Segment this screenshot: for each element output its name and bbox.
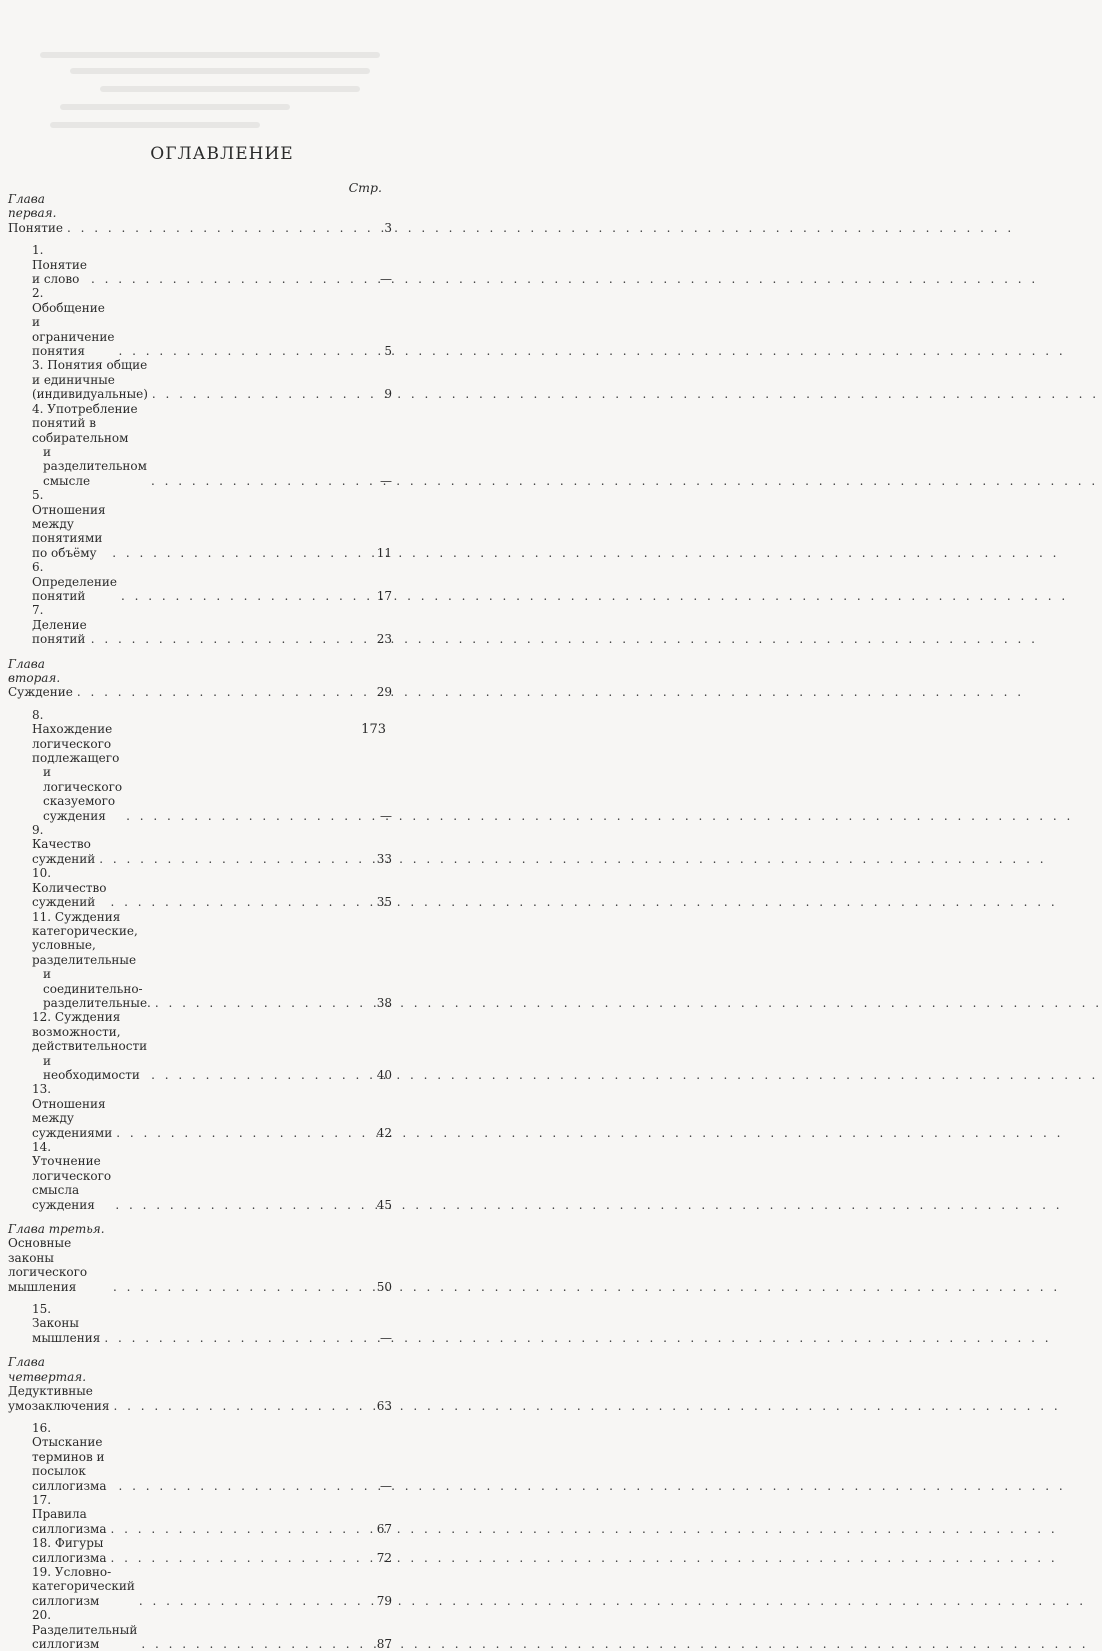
section-number: 2. bbox=[32, 286, 44, 301]
section-text-line: Условно-категорический силлогизм bbox=[32, 1564, 135, 1608]
section-title bbox=[32, 603, 87, 646]
section-number: 16. bbox=[32, 1420, 52, 1435]
dot-leader bbox=[99, 852, 372, 866]
toc-chapter-row[interactable] bbox=[8, 1222, 392, 1294]
section-number: 13. bbox=[32, 1082, 52, 1097]
toc-section-row[interactable] bbox=[8, 910, 392, 1011]
chapter-name: Суждение bbox=[8, 685, 73, 700]
dot-leader bbox=[104, 1331, 374, 1345]
dot-leader bbox=[113, 1280, 373, 1294]
section-title bbox=[32, 286, 114, 358]
section-title bbox=[32, 1140, 111, 1212]
section-number: 14. bbox=[32, 1140, 52, 1154]
section-text-line: Определение понятий bbox=[32, 574, 117, 603]
section-text-line: Суждения категорические, условные, разделительные bbox=[32, 909, 138, 967]
dot-leader bbox=[151, 1068, 373, 1082]
dot-leader bbox=[116, 1126, 373, 1140]
dot-leader bbox=[112, 546, 373, 560]
section-text-line: Законы мышления bbox=[32, 1316, 101, 1345]
dot-leader bbox=[155, 996, 373, 1010]
toc-page-number: 23 bbox=[376, 632, 392, 647]
section-number: 5. bbox=[32, 488, 44, 503]
section-text-line: Понятия общие и единичные (индивидуальные) bbox=[32, 358, 148, 402]
toc-section-row[interactable] bbox=[8, 1302, 392, 1345]
section-text-line: и соединительно-разделительные. bbox=[43, 967, 151, 1010]
chapter-name: Основные законы логического мышления bbox=[8, 1236, 88, 1294]
section-number: 10. bbox=[32, 866, 52, 881]
toc-section-row[interactable] bbox=[8, 603, 392, 646]
toc-chapter-row[interactable] bbox=[8, 192, 392, 235]
section-text-line: Отыскание терминов и посылок силлогизма bbox=[32, 1435, 107, 1493]
section-title bbox=[32, 1302, 100, 1345]
section-text-line: и логического сказуемого суждения bbox=[43, 765, 123, 823]
toc-section-row[interactable] bbox=[8, 823, 392, 866]
toc-section-row[interactable] bbox=[8, 243, 392, 286]
dot-leader bbox=[111, 1522, 373, 1536]
section-number: 17. bbox=[32, 1492, 52, 1507]
toc-section-row[interactable] bbox=[8, 402, 392, 488]
section-number: 20. bbox=[32, 1608, 52, 1623]
toc-page-number: 33 bbox=[376, 851, 392, 866]
section-text-line: Отношения между понятиями по объёму bbox=[32, 502, 106, 560]
toc-page-number: 87 bbox=[376, 1637, 392, 1651]
dot-leader bbox=[111, 1551, 373, 1565]
dot-leader bbox=[77, 685, 373, 699]
toc-section-row[interactable] bbox=[8, 1536, 392, 1565]
chapter-name: Понятие bbox=[8, 220, 63, 235]
toc-section-row[interactable] bbox=[8, 286, 392, 358]
toc-page-number: 40 bbox=[376, 1067, 392, 1082]
section-title bbox=[32, 1010, 147, 1082]
chapter-label: Глава четвертая. bbox=[8, 1355, 87, 1384]
toc-chapter-row[interactable] bbox=[8, 657, 392, 700]
toc-page-number: 67 bbox=[376, 1521, 392, 1536]
section-title bbox=[32, 1421, 114, 1493]
section-title bbox=[32, 1493, 107, 1536]
dot-leader bbox=[111, 895, 373, 909]
chapter-label: Глава первая. bbox=[8, 192, 57, 221]
dot-leader bbox=[113, 1399, 372, 1413]
toc-page-number: — bbox=[380, 473, 392, 488]
section-text-line: Деление понятий bbox=[32, 617, 87, 647]
toc-section-row[interactable] bbox=[8, 1010, 392, 1082]
dot-leader bbox=[126, 809, 374, 823]
toc-section-row[interactable] bbox=[8, 1421, 392, 1493]
section-title bbox=[32, 1082, 112, 1140]
toc-page-number: 79 bbox=[376, 1593, 392, 1608]
dot-leader bbox=[118, 344, 374, 358]
toc-page-number: 50 bbox=[376, 1279, 392, 1294]
section-number: 11. bbox=[32, 909, 52, 924]
chapter-title bbox=[8, 192, 63, 235]
section-title bbox=[32, 560, 117, 603]
section-text-line: Употребление понятий в собирательном bbox=[32, 401, 138, 445]
toc-section-row[interactable] bbox=[8, 560, 392, 603]
toc-page-number: — bbox=[380, 808, 392, 823]
section-number: 9. bbox=[32, 823, 44, 838]
dot-leader bbox=[141, 1637, 372, 1651]
toc-section-row[interactable] bbox=[8, 1493, 392, 1536]
section-number: 15. bbox=[32, 1302, 52, 1317]
section-title bbox=[32, 823, 95, 866]
section-number: 3. bbox=[32, 358, 44, 373]
section-text-line: и необходимости bbox=[43, 1053, 140, 1082]
section-text-line: Уточнение логического смысла суждения bbox=[32, 1154, 112, 1212]
toc-section-row[interactable] bbox=[8, 866, 392, 909]
section-title bbox=[32, 910, 151, 1011]
section-text-line: Нахождение логического подлежащего bbox=[32, 722, 120, 766]
chapter-title bbox=[8, 657, 73, 700]
section-title bbox=[32, 1608, 137, 1651]
section-text-line: Обобщение и ограничение понятия bbox=[32, 300, 115, 359]
chapter-title bbox=[8, 1355, 109, 1413]
section-number: 19. bbox=[32, 1564, 52, 1579]
dot-leader bbox=[139, 1594, 373, 1608]
toc-page-number: 42 bbox=[376, 1125, 392, 1140]
section-number: 12. bbox=[32, 1010, 52, 1025]
section-text-line: Понятие и слово bbox=[32, 257, 87, 287]
toc-page-number: 9 bbox=[384, 387, 392, 402]
toc-page-number: 3 bbox=[384, 220, 392, 235]
toc-page-number: 29 bbox=[376, 685, 392, 700]
toc-section-row[interactable] bbox=[8, 1140, 392, 1212]
toc-page-number: 35 bbox=[376, 895, 392, 910]
section-title bbox=[32, 708, 122, 823]
section-title bbox=[32, 1536, 107, 1565]
section-number: 18. bbox=[32, 1536, 52, 1551]
toc-section-row[interactable] bbox=[8, 488, 392, 560]
section-text-line: Разделительный силлогизм bbox=[32, 1622, 138, 1651]
section-title bbox=[32, 243, 87, 286]
toc-section-row[interactable] bbox=[8, 708, 392, 823]
page-column-label: Стр. bbox=[348, 180, 382, 195]
dot-leader bbox=[121, 589, 373, 603]
chapter-label: Глава третья. bbox=[8, 1222, 105, 1237]
toc-page-number: — bbox=[380, 272, 392, 287]
section-text-line: Качество суждений bbox=[32, 837, 96, 866]
table-of-contents bbox=[8, 192, 392, 1651]
section-text-line: и разделительном смысле bbox=[43, 444, 147, 488]
toc-chapter-row[interactable] bbox=[8, 1355, 392, 1413]
dot-leader bbox=[118, 1479, 374, 1493]
chapter-title bbox=[8, 1222, 109, 1294]
section-number: 7. bbox=[32, 603, 44, 618]
section-text-line: Фигуры силлогизма bbox=[32, 1536, 107, 1565]
toc-page-number: 38 bbox=[376, 995, 392, 1010]
section-title bbox=[32, 358, 148, 401]
toc-section-row[interactable] bbox=[8, 358, 392, 401]
toc-page-number: — bbox=[380, 1478, 392, 1493]
page-number: 173 bbox=[361, 722, 386, 737]
toc-page-number: 63 bbox=[376, 1398, 392, 1413]
toc-section-row[interactable] bbox=[8, 1565, 392, 1608]
section-text-line: Суждения возможности, действительности bbox=[32, 1010, 148, 1054]
toc-page-number: 72 bbox=[376, 1550, 392, 1565]
bleed-through-text bbox=[0, 0, 444, 200]
section-number: 8. bbox=[32, 707, 44, 722]
dot-leader bbox=[91, 632, 373, 646]
toc-page-number: 5 bbox=[384, 344, 392, 359]
section-text-line: Правила силлогизма bbox=[32, 1507, 107, 1536]
section-title bbox=[32, 488, 108, 560]
dot-leader bbox=[91, 272, 374, 286]
toc-page-number: — bbox=[380, 1330, 392, 1345]
toc-section-row[interactable] bbox=[8, 1082, 392, 1140]
toc-page-number: 45 bbox=[376, 1197, 392, 1212]
dot-leader bbox=[67, 221, 374, 235]
section-number: 1. bbox=[32, 243, 44, 258]
section-text-line: Количество суждений bbox=[32, 880, 107, 910]
chapter-label: Глава вторая. bbox=[8, 656, 61, 685]
page-title: ОГЛАВЛЕНИЕ bbox=[150, 144, 294, 164]
toc-section-row[interactable] bbox=[8, 1608, 392, 1651]
chapter-name: Дедуктивные умозаключения bbox=[8, 1384, 110, 1413]
toc-page-number: 17 bbox=[376, 588, 392, 603]
dot-leader bbox=[115, 1198, 372, 1212]
section-number: 4. bbox=[32, 401, 44, 416]
section-number: 6. bbox=[32, 560, 44, 575]
dot-leader bbox=[151, 474, 374, 488]
section-title bbox=[32, 1565, 135, 1608]
dot-leader bbox=[152, 387, 374, 401]
section-title bbox=[32, 866, 107, 909]
section-text-line: Отношения между суждениями bbox=[32, 1096, 113, 1140]
toc-page-number: 11 bbox=[376, 545, 392, 560]
section-title bbox=[32, 402, 147, 488]
